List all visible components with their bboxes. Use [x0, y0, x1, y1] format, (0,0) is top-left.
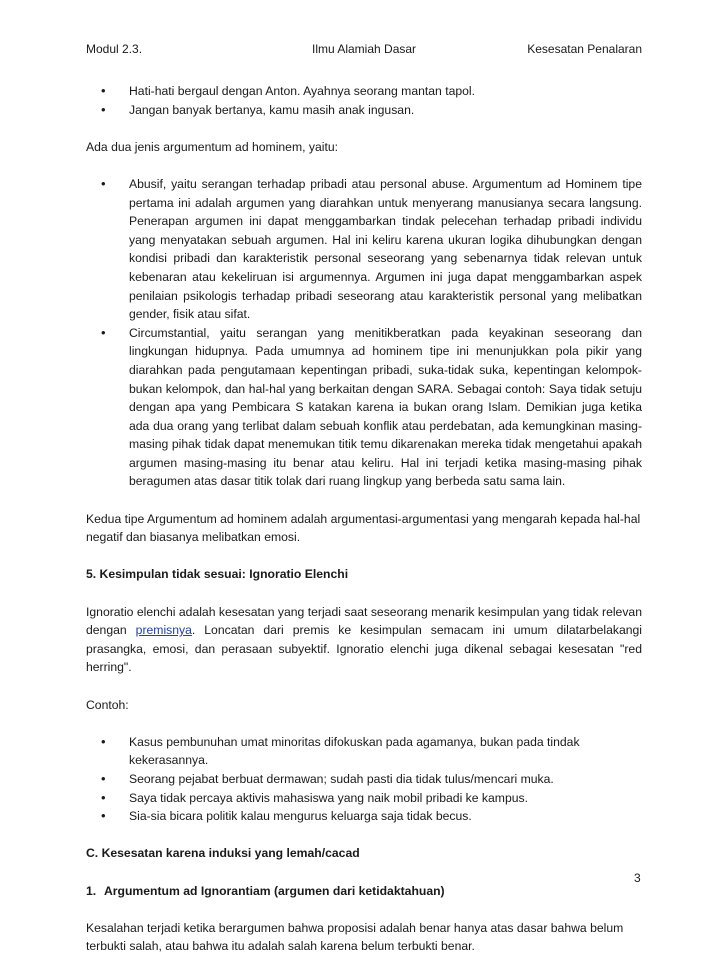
list-item: • Abusif, yaitu serangan terhadap pribadi atau personal abuse. Argumentum ad Hominem tipe pertama ini adalah argumen yang diarahkan untuk menyerang manusianya secara langsung. Penerapan argumen ini dapat menggambarkan tindak pelecehan terhadap pribadi individu yang menyatakan sebuah argumen. Hal ini keliru karena ukuran logika dihubungkan dengan kondisi pribadi dan karakteristik personal seseorang yang sebenarnya tidak relevan untuk kebenaran atau kekeliruan isi argumennya. Argumen ini juga dapat menggambarkan aspek penilaian psikologis terhadap pribadi seseorang atau karakteristik personal yang melibatkan gender, fisik atau sifat.: [86, 175, 642, 324]
subsection-title: Argumentum ad Ignorantiam (argumen dari ketidaktahuan): [104, 883, 445, 898]
list-item: • Kasus pembunuhan umat minoritas difokuskan pada agamanya, bukan pada tindak kekerasannya.: [86, 733, 642, 770]
types-intro: Ada dua jenis argumentum ad hominem, yaitu:: [86, 139, 339, 154]
examples-label: Contoh:: [86, 697, 129, 712]
ignoratio-examples: [86, 733, 642, 826]
page-header: [86, 41, 642, 57]
page-content: [86, 82, 642, 975]
section-5-paragraph: [86, 603, 642, 677]
subsection-number: 1.: [86, 883, 97, 898]
list-item: • Sia-sia bicara politik kalau mengurus keluarga saja tidak becus.: [86, 807, 642, 826]
ad-hominem-examples: [86, 82, 642, 119]
header-course: Ilmu Alamiah Dasar: [312, 42, 417, 56]
ad-hominem-types: [86, 175, 642, 491]
list-item: • Saya tidak percaya aktivis mahasiswa yang naik mobil pribadi ke kampus.: [86, 789, 642, 808]
summary-paragraph: Kedua tipe Argumentum ad hominem adalah argumentasi-argumentasi yang mengarah kepada hal-hal negatif dan biasanya melibatkan emosi.: [86, 511, 641, 545]
list-item: • Hati-hati bergaul dengan Anton. Ayahnya seorang mantan tapol.: [86, 82, 642, 101]
section-c-heading: C. Kesesatan karena induksi yang lemah/cacad: [86, 846, 360, 861]
section-5-text-before: Ignoratio elenchi adalah kesesatan yang terjadi saat seseorang menarik kesimpulan yang tidak relevan dengan: [86, 604, 642, 638]
subsection-1-paragraph: Kesalahan terjadi ketika berargumen bahwa proposisi adalah benar hanya atas dasar bahwa belum terbukti salah, atau bahwa itu adalah salah karena belum terbukti benar.: [86, 920, 624, 954]
section-5-heading: 5. Kesimpulan tidak sesuai: Ignoratio Elenchi: [86, 567, 349, 582]
section-5-text-after: . Loncatan dari premis ke kesimpulan semacam ini umum dilatarbelakangi prasangka, emosi, dan perasaan subyektif. Ignoratio elenchi juga dikenal sebagai kesesatan "red herring".: [86, 623, 643, 675]
header-topic: Kesesatan Penalaran: [527, 42, 642, 56]
header-module: Modul 2.3.: [86, 42, 143, 56]
subsection-1-heading: [86, 882, 642, 901]
page-number: 3: [634, 871, 641, 885]
premis-link[interactable]: premisnya: [135, 623, 192, 638]
list-item: • Jangan banyak bertanya, kamu masih anak ingusan.: [86, 101, 642, 120]
list-item: • Seorang pejabat berbuat dermawan; sudah pasti dia tidak tulus/mencari muka.: [86, 770, 642, 789]
list-item: • Circumstantial, yaitu serangan yang menitikberatkan pada keyakinan seseorang dan lingkungan hidupnya. Pada umumnya ad hominem tipe ini menunjukkan pola pikir yang diarahkan pada pengutamaan kepentingan pribadi, suka-tidak suka, kepentingan kelompok-bukan kelompok, dan hal-hal yang berkaitan dengan SARA. Sebagai contoh: Saya tidak setuju dengan apa yang Pembicara S katakan karena ia bukan orang Islam. Demikian juga ketika ada dua orang yang terlibat dalam sebuah konflik atau perdebatan, ada kemungkinan masing-masing pihak tidak dapat menemukan titik temu dikarenakan mereka tidak mengetahui apakah argumen masing-masing itu benar atau keliru. Hal ini terjadi ketika masing-masing pihak beragumen atas dasar titik tolak dari ruang lingkup yang berbeda satu sama lain.: [86, 324, 642, 491]
